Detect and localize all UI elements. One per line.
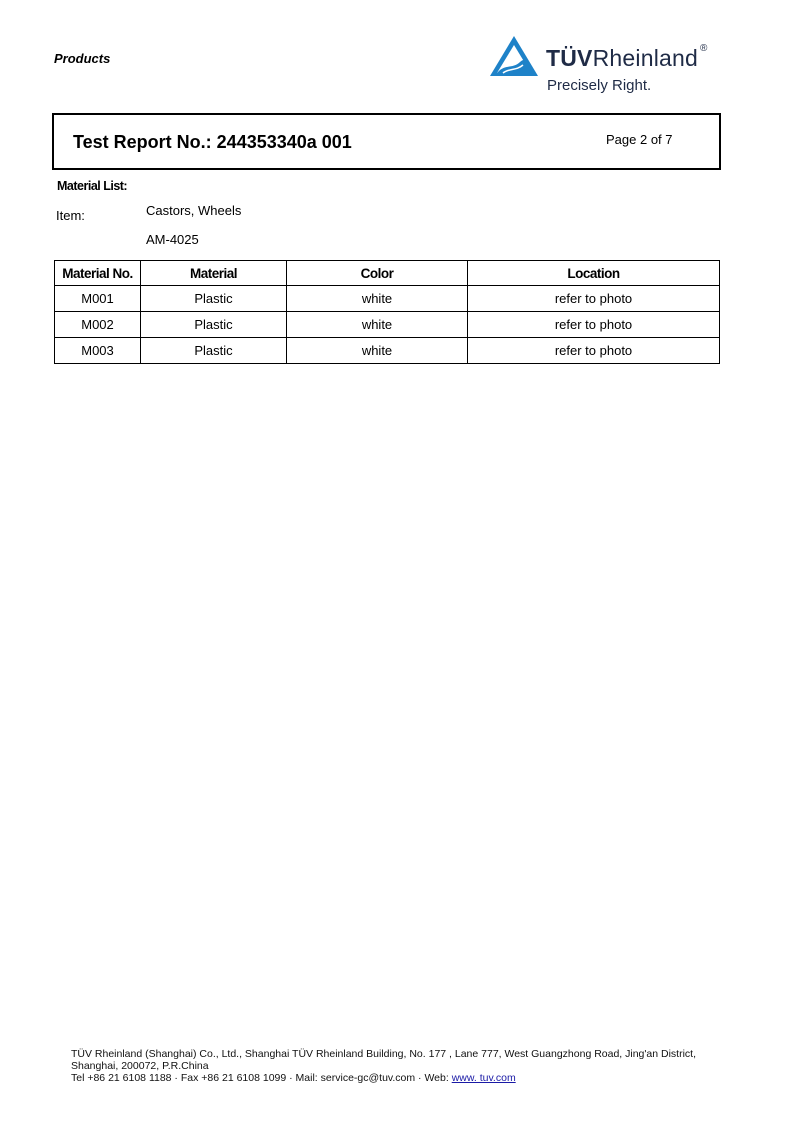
footer-line: TÜV Rheinland (Shanghai) Co., Ltd., Shanghai TÜV Rheinland Building, No. 177 , Lane 777, West Guangzhong Road, Jing'an District, [71,1048,696,1060]
brand-name: TÜVRheinland ® [546,43,708,71]
footer-contact: Tel +86 21 6108 1188 · Fax +86 21 6108 1099 · Mail: service-gc@tuv.com · Web: www. tuv.com [71,1072,516,1084]
item-model: AM-4025 [146,232,199,247]
tuv-rheinland-logo [489,34,739,98]
item-label: Item: [56,208,85,223]
table-cell: refer to photo [468,338,720,364]
column-header: Color [287,261,468,286]
table-cell: white [287,312,468,338]
material-list-heading: Material List: [57,179,128,193]
table-row [55,286,720,312]
table-row [55,338,720,364]
table-row [55,312,720,338]
footer-address [71,1048,696,1084]
column-header: Material [141,261,287,286]
triangle-logo-icon [489,34,541,80]
column-header: Location [468,261,720,286]
website-link[interactable]: www. tuv.com [451,1072,516,1084]
report-header-box [52,113,721,170]
page-number: Page 2 of 7 [606,132,673,147]
table-cell: refer to photo [468,286,720,312]
table-cell: Plastic [141,338,287,364]
table-cell: refer to photo [468,312,720,338]
table-cell: M001 [55,286,141,312]
column-header: Material No. [55,261,141,286]
section-label: Products [54,51,111,66]
report-title: Test Report No.: 244353340a 001 [73,132,352,152]
table-cell: white [287,286,468,312]
item-value: Castors, Wheels [146,203,242,218]
material-table [54,260,720,364]
table-cell: M002 [55,312,141,338]
table-cell: Plastic [141,312,287,338]
brand-tagline: Precisely Right. [547,77,652,94]
footer-line: Shanghai, 200072, P.R.China [71,1060,209,1072]
table-cell: M003 [55,338,141,364]
table-header-row [55,261,720,286]
table-cell: Plastic [141,286,287,312]
table-cell: white [287,338,468,364]
